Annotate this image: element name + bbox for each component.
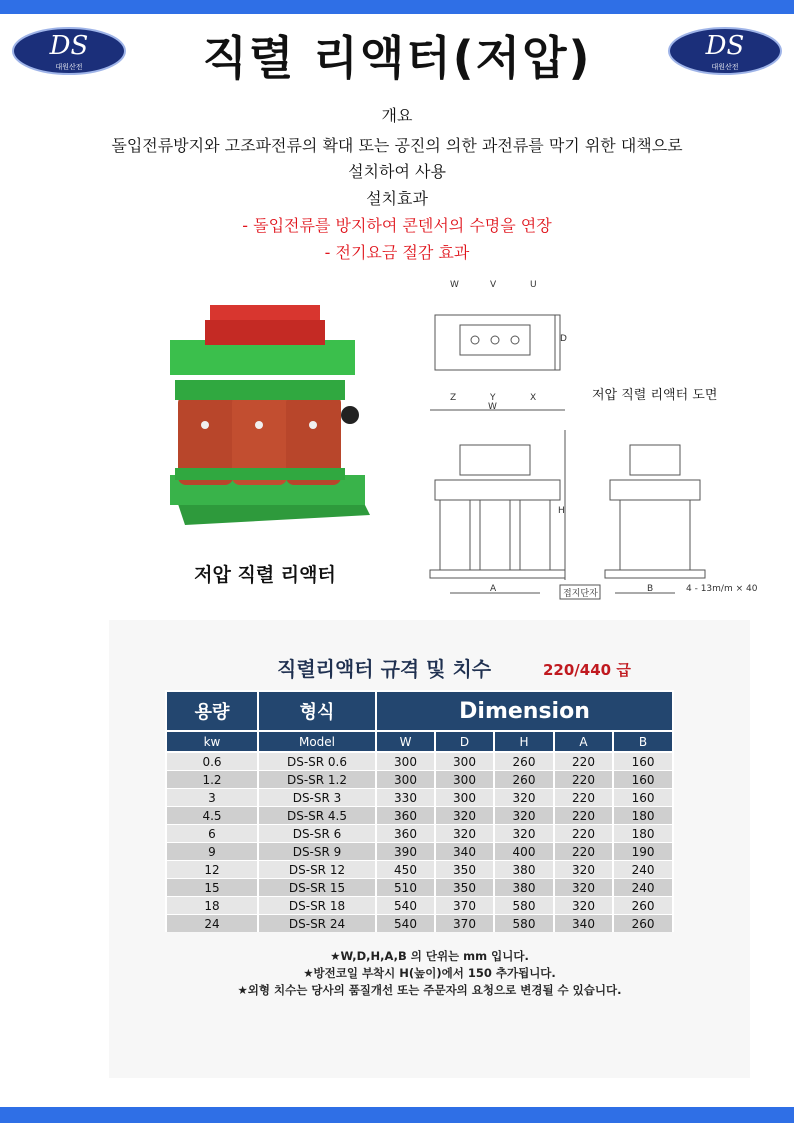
table-row (166, 807, 673, 825)
spec-title: 직렬리액터 규격 및 치수 (277, 657, 492, 681)
table-cell: 350 (435, 861, 494, 879)
table-cell: DS-SR 3 (258, 789, 376, 807)
table-cell: 4.5 (166, 807, 258, 825)
table-cell: DS-SR 9 (258, 843, 376, 861)
table-cell: 180 (613, 807, 673, 825)
drawing-label-z: Z (450, 393, 457, 403)
subheader-b: B (613, 731, 673, 752)
table-row (166, 789, 673, 807)
table-row (166, 915, 673, 933)
table-cell: 580 (494, 915, 554, 933)
table-cell: DS-SR 12 (258, 861, 376, 879)
table-cell: 220 (554, 752, 613, 771)
table-cell: 15 (166, 879, 258, 897)
table-row (166, 897, 673, 915)
table-cell: 260 (494, 771, 554, 789)
table-cell: 350 (435, 879, 494, 897)
table-row (166, 771, 673, 789)
ds-logo-left (11, 26, 127, 76)
table-row (166, 752, 673, 771)
table-cell: 24 (166, 915, 258, 933)
table-cell: 400 (494, 843, 554, 861)
drawing-label-b: B (647, 584, 654, 594)
drawing-label-width: W (488, 402, 497, 412)
bottom-accent-bar (0, 1107, 794, 1123)
drawing-ground-label: 접지단자 (563, 589, 598, 599)
table-cell: 320 (494, 789, 554, 807)
table-cell: 380 (494, 879, 554, 897)
table-cell: 320 (554, 861, 613, 879)
subheader-model: Model (258, 731, 376, 752)
table-cell: 9 (166, 843, 258, 861)
table-cell: 380 (494, 861, 554, 879)
table-cell: 1.2 (166, 771, 258, 789)
table-row (166, 861, 673, 879)
intro-line-2: 설치하여 사용 (348, 162, 446, 181)
table-cell: 330 (376, 789, 435, 807)
table-cell: 320 (554, 897, 613, 915)
drawing-label-u: U (530, 280, 537, 290)
table-cell: 300 (435, 752, 494, 771)
table-cell: 260 (494, 752, 554, 771)
logo-subtext: 대원산전 (55, 63, 83, 71)
subheader-kw: kw (166, 731, 258, 752)
table-cell: 0.6 (166, 752, 258, 771)
drawing-label-v: V (490, 280, 497, 290)
subheader-h: H (494, 731, 554, 752)
table-cell: 540 (376, 915, 435, 933)
table-cell: 320 (554, 879, 613, 897)
table-cell: DS-SR 24 (258, 915, 376, 933)
table-cell: 300 (435, 771, 494, 789)
table-cell: 240 (613, 879, 673, 897)
table-cell: 340 (554, 915, 613, 933)
drawing-caption: 저압 직렬 리액터 도면 (592, 388, 718, 403)
table-cell: 18 (166, 897, 258, 915)
table-cell: 12 (166, 861, 258, 879)
table-cell: 300 (435, 789, 494, 807)
note-3: ★외형 치수는 당사의 품질개선 또는 주문자의 요청으로 변경될 수 있습니다. (237, 983, 622, 997)
header-capacity: 용량 (166, 691, 258, 731)
logo-subtext: 대원산전 (711, 63, 739, 71)
drawing-label-w: W (450, 280, 459, 290)
subheader-a: A (554, 731, 613, 752)
intro-heading: 개요 (381, 106, 413, 125)
table-cell: 390 (376, 843, 435, 861)
table-cell: DS-SR 1.2 (258, 771, 376, 789)
table-cell: 370 (435, 897, 494, 915)
logo-text: DS (705, 31, 745, 61)
table-cell: 300 (376, 752, 435, 771)
reactor-drawing (420, 275, 760, 605)
drawing-hole-label: 4 - 13m/m × 40 (686, 584, 758, 594)
table-cell: 370 (435, 915, 494, 933)
spec-panel (109, 620, 750, 1078)
page-title: 직렬 리액터(저압) (202, 31, 592, 85)
table-cell: DS-SR 15 (258, 879, 376, 897)
subheader-w: W (376, 731, 435, 752)
table-cell: 540 (376, 897, 435, 915)
table-cell: 580 (494, 897, 554, 915)
table-cell: 180 (613, 825, 673, 843)
subheader-d: D (435, 731, 494, 752)
ds-logo-right (667, 26, 783, 76)
table-row (166, 825, 673, 843)
spec-notes (109, 948, 750, 999)
drawing-label-y: Y (490, 393, 496, 403)
header-dimension: Dimension (376, 691, 673, 731)
table-cell: 220 (554, 825, 613, 843)
effect-item-2: - 전기요금 절감 효과 (324, 243, 470, 262)
drawing-label-height: H (558, 506, 565, 516)
note-1: ★W,D,H,A,B 의 단위는 mm 입니다. (330, 949, 529, 963)
table-cell: 240 (613, 861, 673, 879)
table-cell: DS-SR 18 (258, 897, 376, 915)
header-model: 형식 (258, 691, 376, 731)
table-cell: 6 (166, 825, 258, 843)
drawing-label-a: A (490, 584, 497, 594)
table-cell: 220 (554, 771, 613, 789)
note-2: ★방전코일 부착시 H(높이)에서 150 추가됩니다. (303, 966, 556, 980)
table-cell: 260 (613, 897, 673, 915)
table-cell: DS-SR 4.5 (258, 807, 376, 825)
drawing-label-x: X (530, 393, 537, 403)
table-cell: 300 (376, 771, 435, 789)
drawing-label-depth: D (560, 334, 567, 344)
table-row (166, 843, 673, 861)
logo-text: DS (49, 31, 89, 61)
effect-heading: 설치효과 (366, 189, 428, 208)
photo-caption: 저압 직렬 리액터 (194, 564, 336, 586)
table-cell: 160 (613, 789, 673, 807)
table-cell: 320 (435, 825, 494, 843)
table-cell: 190 (613, 843, 673, 861)
table-cell: 320 (435, 807, 494, 825)
intro-line-1: 돌입전류방지와 고조파전류의 확대 또는 공진의 의한 과전류를 막기 위한 대책으로 (111, 136, 683, 155)
table-cell: 160 (613, 771, 673, 789)
table-cell: 220 (554, 843, 613, 861)
table-cell: 360 (376, 825, 435, 843)
table-cell: 220 (554, 807, 613, 825)
table-cell: 320 (494, 807, 554, 825)
table-cell: 360 (376, 807, 435, 825)
table-cell: DS-SR 6 (258, 825, 376, 843)
table-cell: 160 (613, 752, 673, 771)
table-cell: 510 (376, 879, 435, 897)
table-cell: DS-SR 0.6 (258, 752, 376, 771)
spec-voltage: 220/440 급 (543, 661, 631, 679)
effect-item-1: - 돌입전류를 방지하여 콘덴서의 수명을 연장 (242, 216, 552, 235)
table-row (166, 879, 673, 897)
table-cell: 320 (494, 825, 554, 843)
spec-table (165, 690, 674, 932)
table-cell: 260 (613, 915, 673, 933)
top-accent-bar (0, 0, 794, 14)
table-cell: 220 (554, 789, 613, 807)
table-cell: 340 (435, 843, 494, 861)
table-cell: 3 (166, 789, 258, 807)
reactor-photo (160, 300, 375, 530)
table-cell: 450 (376, 861, 435, 879)
